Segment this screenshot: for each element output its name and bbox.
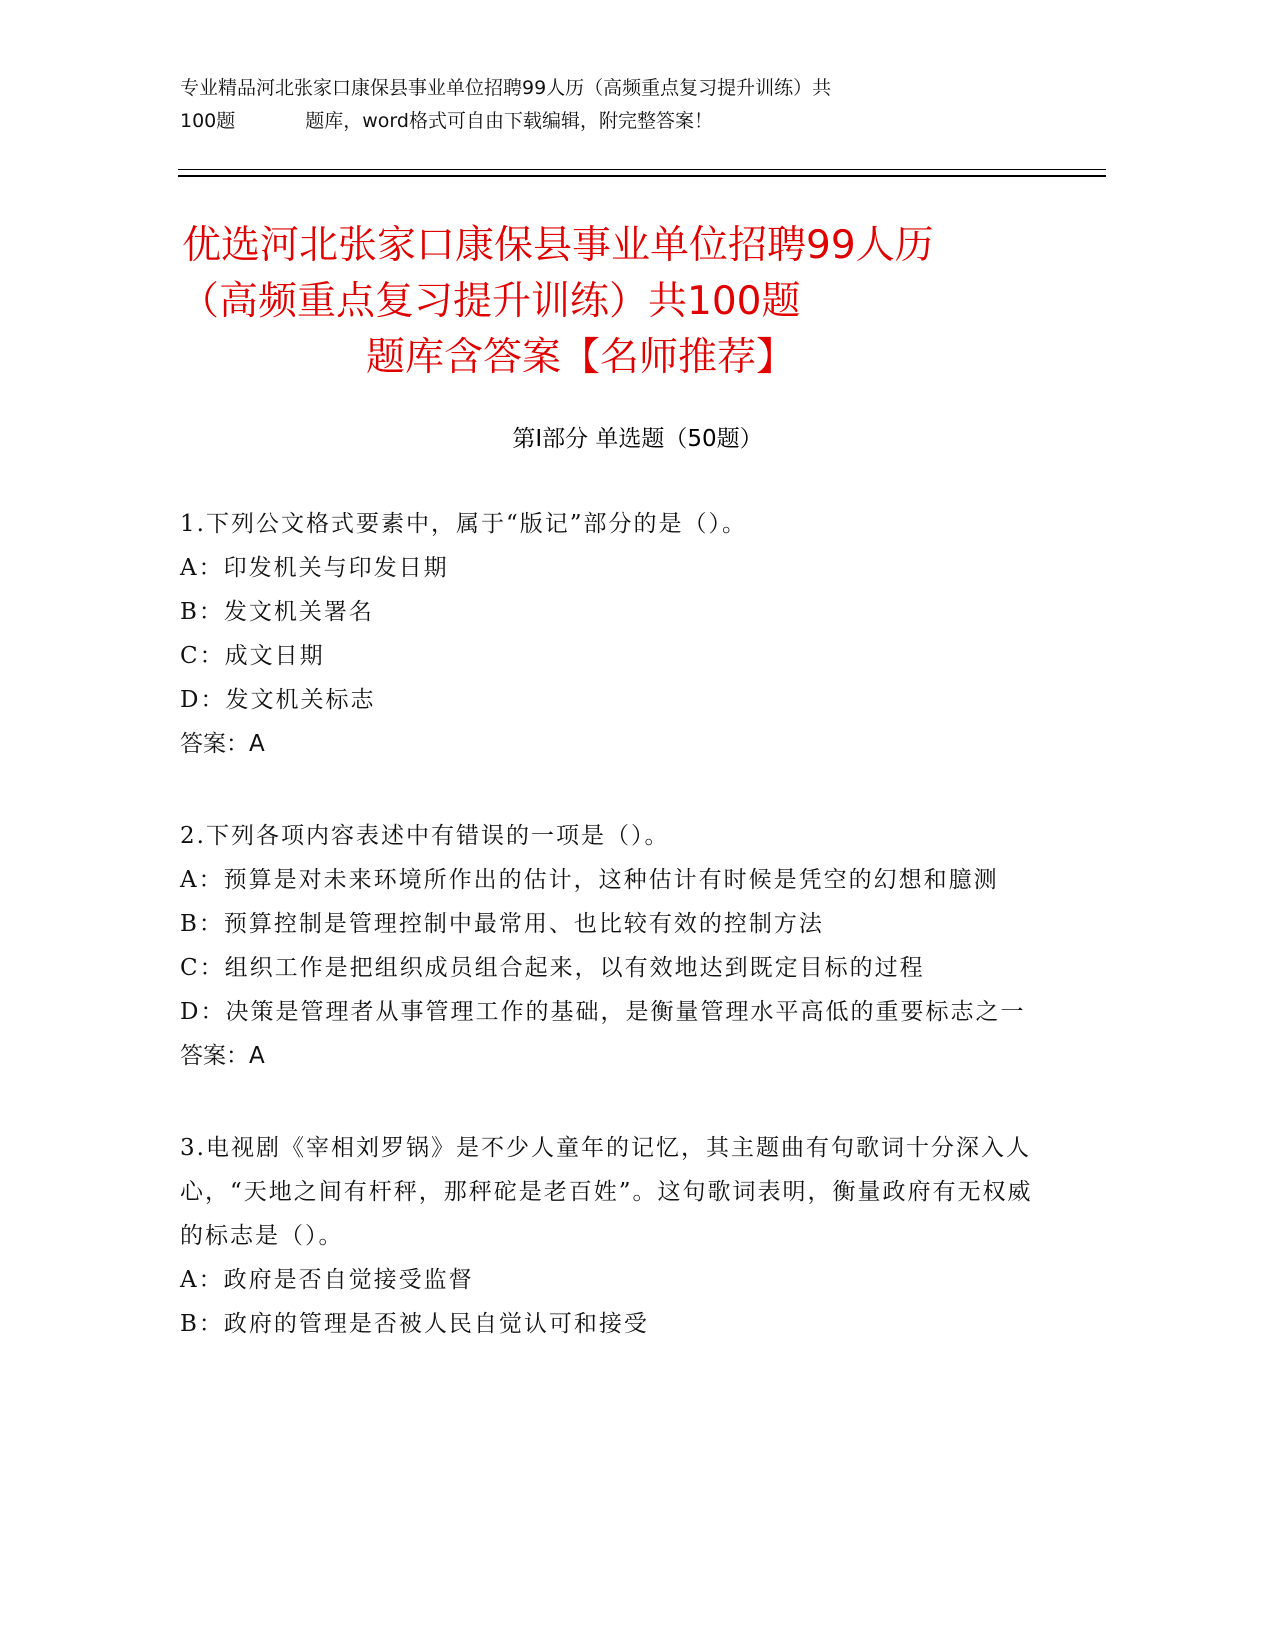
header-line-2-left: 100题 <box>180 110 236 132</box>
title-line-1: 优选河北张家口康保县事业单位招聘99人历 <box>182 223 934 268</box>
title-line-3: 题库含答案【名师推荐】 <box>366 335 796 380</box>
question-stem: 2.下列各项内容表述中有错误的一项是（）。 <box>180 823 670 849</box>
option-d: D：决策是管理者从事管理工作的基础，是衡量管理水平高低的重要标志之一 <box>180 999 1026 1025</box>
title-line-2: （高频重点复习提升训练）共100题 <box>180 279 801 324</box>
question-3 <box>180 1126 1040 1346</box>
option-b: B：预算控制是管理控制中最常用、也比较有效的控制方法 <box>180 911 824 937</box>
option-a: A：印发机关与印发日期 <box>180 555 449 581</box>
header-line-2 <box>180 105 1020 138</box>
option-b: B：政府的管理是否被人民自觉认可和接受 <box>180 1311 649 1337</box>
question-list <box>180 502 1040 1394</box>
header-divider-thick <box>178 175 1106 177</box>
header-line-1: 专业精品河北张家口康保县事业单位招聘99人历（高频重点复习提升训练）共 <box>180 77 832 99</box>
question-stem: 3.电视剧《宰相刘罗锅》是不少人童年的记忆，其主题曲有句歌词十分深入人心，“天地之间有杆秤，那秤砣是老百姓”。这句歌词表明，衡量政府有无权威的标志是（）。 <box>180 1135 1033 1249</box>
section-heading: 第I部分 单选题（50题） <box>512 426 763 452</box>
document-title <box>180 218 1060 386</box>
document-header <box>180 72 1020 138</box>
header-divider-thin <box>178 169 1106 170</box>
option-c: C：成文日期 <box>180 643 325 669</box>
question-stem: 1.下列公文格式要素中，属于“版记”部分的是（）。 <box>180 511 747 537</box>
question-2 <box>180 814 1040 1078</box>
option-a: A：政府是否自觉接受监督 <box>180 1267 474 1293</box>
answer: 答案：A <box>180 1043 265 1069</box>
option-a: A：预算是对未来环境所作出的估计，这种估计有时候是凭空的幻想和臆测 <box>180 867 999 893</box>
option-d: D：发文机关标志 <box>180 687 376 713</box>
answer: 答案：A <box>180 731 265 757</box>
header-line-2-right: 题库，word格式可自由下载编辑，附完整答案！ <box>305 110 713 132</box>
option-b: B：发文机关署名 <box>180 599 374 625</box>
option-c: C：组织工作是把组织成员组合起来，以有效地达到既定目标的过程 <box>180 955 925 981</box>
question-1 <box>180 502 1040 766</box>
